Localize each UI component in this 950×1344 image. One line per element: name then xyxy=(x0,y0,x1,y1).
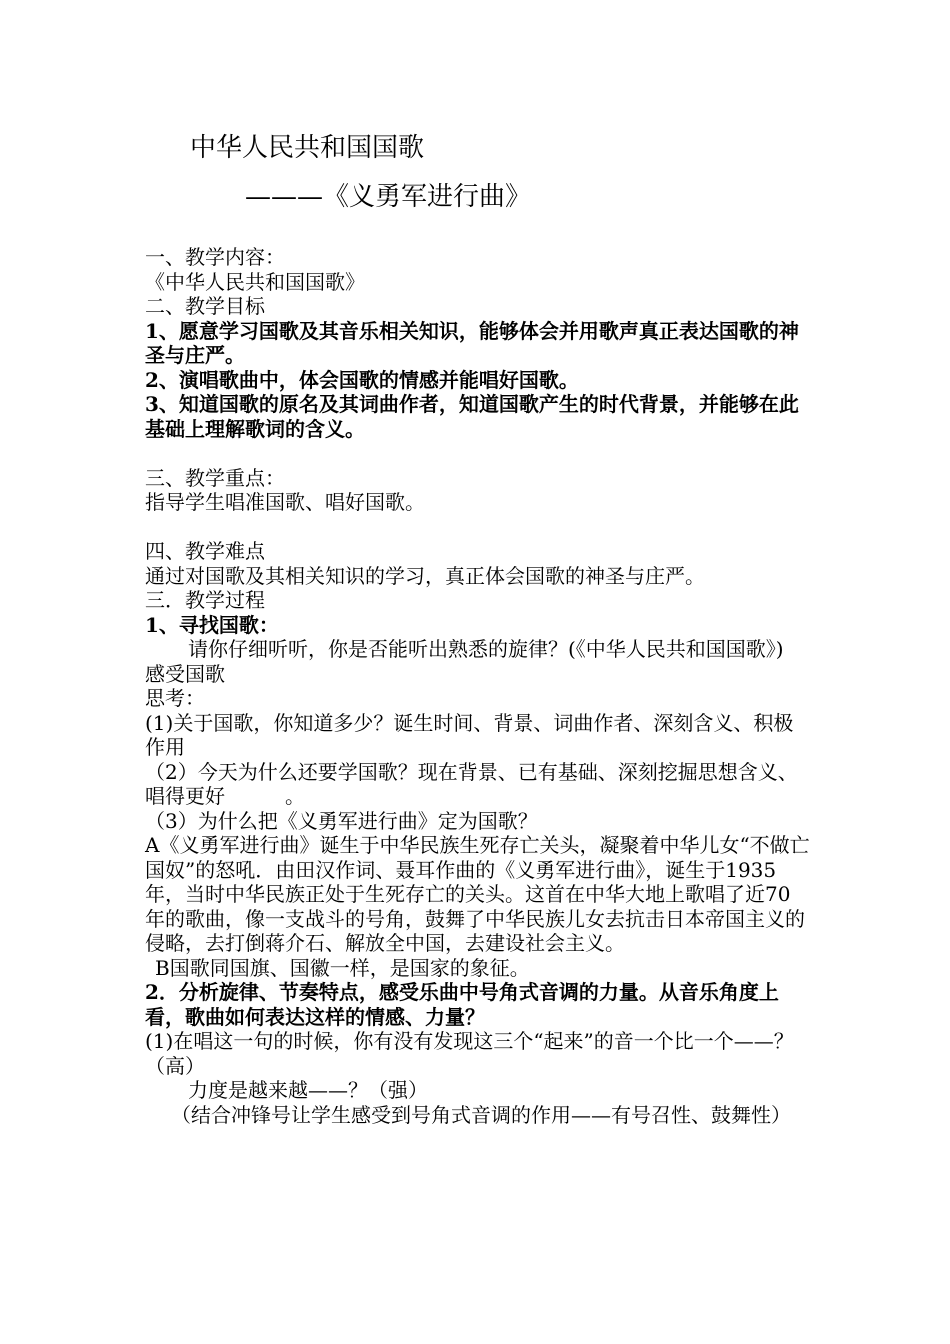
step-2-question-2: 力度是越来越——？（强） xyxy=(188,1078,428,1102)
spacer xyxy=(145,441,810,466)
section-heading-difficulties: 四、教学难点 xyxy=(145,539,265,563)
goal-item-2: 2、演唱歌曲中，体会国歌的情感并能唱好国歌。 xyxy=(145,367,579,392)
step-2-question-1: (1)在唱这一句的时候，你有没有发现这三个“起来”的音一个比一个——？（高） xyxy=(145,1029,794,1078)
answer-b-paragraph: B国歌同国旗、国徽一样，是国家的象征。 xyxy=(155,955,530,980)
step-2-note: （结合冲锋号让学生感受到号角式音调的作用——有号召性、鼓舞性） xyxy=(171,1102,791,1127)
feel-anthem-text: 感受国歌 xyxy=(145,661,225,686)
section-heading-keypoints: 三、教学重点： xyxy=(145,465,285,490)
content-text: 《中华人民共和国国歌》 xyxy=(145,269,365,294)
difficulties-text: 通过对国歌及其相关知识的学习，真正体会国歌的神圣与庄严。 xyxy=(145,563,705,588)
answer-a-paragraph: A《义勇军进行曲》诞生于中华民族生死存亡关头，凝聚着中华儿女“不做亡国奴”的怒吼．由田汉作词、聂耳作曲的《义勇军进行曲》，诞生于1935年，当时中华民族正处于生死存亡的关头。这首在中华大地上歌唱了近70年的歌曲，像一支战斗的号角，鼓舞了中华民族儿女去抗击日本帝国主义的侵略，去打倒蒋介石、解放全中国，去建设社会主义。 xyxy=(145,833,810,955)
document-page xyxy=(145,130,810,1127)
process-step-2: 2．分析旋律、节奏特点，感受乐曲中号角式音调的力量。从音乐角度上看，歌曲如何表达这样的情感、力量？ xyxy=(145,980,779,1029)
goal-item-1: 1、愿意学习国歌及其音乐相关知识，能够体会并用歌声真正表达国歌的神圣与庄严。 xyxy=(145,318,799,367)
section-heading-content: 一、教学内容： xyxy=(145,245,285,269)
think-question-1: (1)关于国歌，你知道多少？诞生时间、背景、词曲作者、深刻含义、积极作用 xyxy=(145,710,794,759)
think-question-2: （2）今天为什么还要学国歌？现在背景、已有基础、深刻挖掘思想含义、唱得更好 。 xyxy=(145,759,798,808)
section-heading-goals: 二、教学目标 xyxy=(145,294,265,318)
document-subtitle: ———《义勇军进行曲》 xyxy=(245,182,532,212)
think-question-3: （3）为什么把《义勇军进行曲》定为国歌？ xyxy=(145,808,538,833)
section-heading-process: 三．教学过程 xyxy=(145,588,265,612)
think-label: 思考： xyxy=(145,686,205,710)
goal-item-3: 3、知道国歌的原名及其词曲作者，知道国歌产生的时代背景，并能够在此基础上理解歌词的含义。 xyxy=(145,392,799,441)
process-step-1-question: 请你仔细听听，你是否能听出熟悉的旋律？(《中华人民共和国国歌》) xyxy=(188,637,784,661)
keypoints-text: 指导学生唱准国歌、唱好国歌。 xyxy=(145,490,425,514)
document-title: 中华人民共和国国歌 xyxy=(190,133,425,163)
process-step-1: 1、寻找国歌： xyxy=(145,612,279,637)
spacer xyxy=(145,515,810,540)
